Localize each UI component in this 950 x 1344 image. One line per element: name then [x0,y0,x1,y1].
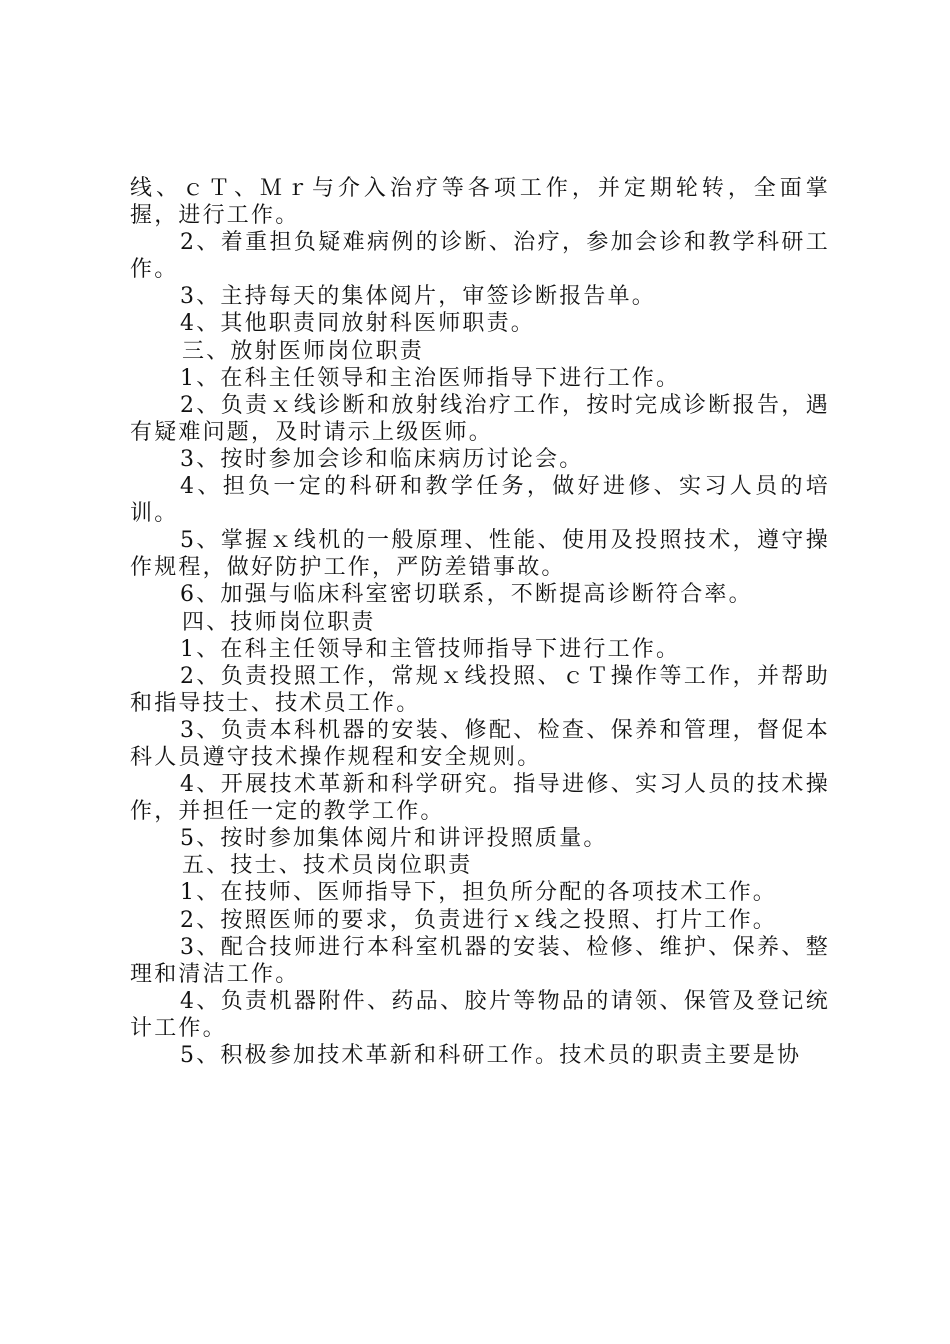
section-heading: 五、技士、技术员岗位职责 [182,853,473,879]
paragraph-item: 3、主持每天的集体阅片，审签诊断报告单。 [180,284,656,310]
paragraph-item: 1、在科主任领导和主治医师指导下进行工作。 [180,365,681,391]
section-heading: 四、技师岗位职责 [182,609,376,635]
paragraph-item: 4、其他职责同放射科医师职责。 [180,311,535,337]
paragraph-item: 2、着重担负疑难病例的诊断、治疗，参加会诊和教学科研工作。 [130,230,830,283]
paragraph-item: 3、按时参加会诊和临床病历讨论会。 [180,446,584,472]
paragraph-continuation: 线、ｃＴ、Ｍｒ与介入治疗等各项工作，并定期轮转，全面掌握，进行工作。 [130,176,830,229]
paragraph-item: 2、按照医师的要求，负责进行ｘ线之投照、打片工作。 [180,907,777,933]
paragraph-item: 5、按时参加集体阅片和讲评投照质量。 [180,826,608,852]
paragraph-item: 2、负责ｘ线诊断和放射线治疗工作，按时完成诊断报告，遇有疑难问题，及时请示上级医师。 [130,392,830,445]
paragraph-item: 4、开展技术革新和科学研究。指导进修、实习人员的技术操作，并担任一定的教学工作。 [130,772,830,825]
paragraph-item: 1、在技师、医师指导下，担负所分配的各项技术工作。 [180,880,777,906]
paragraph-item: 2、负责投照工作，常规ｘ线投照、ｃＴ操作等工作，并帮助和指导技士、技术员工作。 [130,663,830,716]
paragraph-item: 3、配合技师进行本科室机器的安装、检修、维护、保养、整理和清洁工作。 [130,934,830,987]
paragraph-item: 4、担负一定的科研和教学任务，做好进修、实习人员的培训。 [130,474,830,527]
document-body [130,175,830,1069]
paragraph-item: 4、负责机器附件、药品、胶片等物品的请领、保管及登记统计工作。 [130,988,830,1041]
paragraph-item: 6、加强与临床科室密切联系，不断提高诊断符合率。 [180,582,753,608]
section-heading: 三、放射医师岗位职责 [182,338,425,364]
paragraph-item: 1、在科主任领导和主管技师指导下进行工作。 [180,636,681,662]
paragraph-item: 3、负责本科机器的安装、修配、检查、保养和管理，督促本科人员遵守技术操作规程和安全规则。 [130,717,830,770]
paragraph-item: 5、积极参加技术革新和科研工作。技术员的职责主要是协 [180,1043,802,1068]
paragraph-item: 5、掌握ｘ线机的一般原理、性能、使用及投照技术，遵守操作规程，做好防护工作，严防差错事故。 [130,528,830,581]
